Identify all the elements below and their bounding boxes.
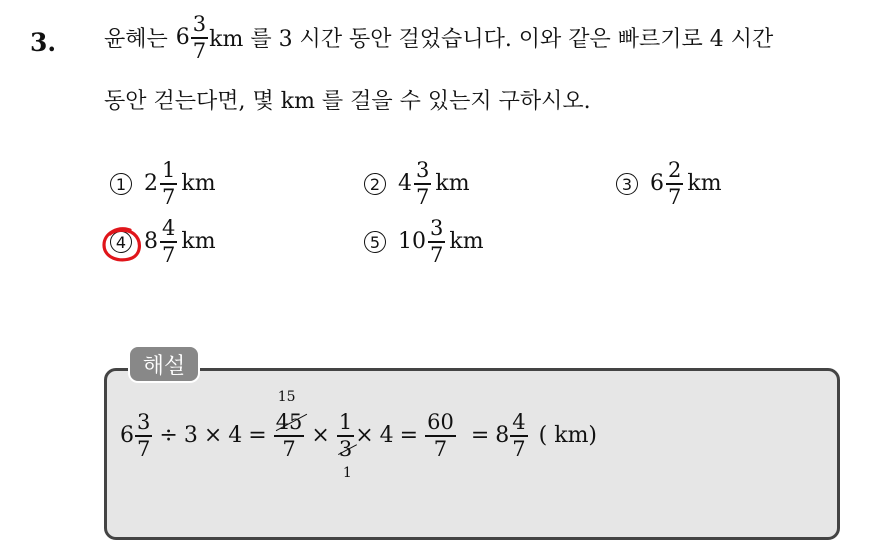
eq-answer-whole: 8 — [495, 423, 510, 449]
choice-fraction — [666, 160, 683, 208]
choice-whole: 4 — [398, 171, 412, 197]
choice-unit: km — [181, 229, 216, 255]
fraction-denominator: 7 — [416, 184, 430, 209]
question-text-b: km 를 3 시간 동안 걸었습니다. 이와 같은 빠르기로 4 시간 — [209, 27, 774, 53]
choice-fraction — [160, 218, 177, 266]
eq-unit: ( km) — [538, 423, 598, 449]
question-line-2: 동안 걷는다면, 몇 km 를 걸을 수 있는지 구하시오. — [104, 89, 591, 114]
eq-times: × — [355, 423, 374, 449]
choice-number-2: 2 — [364, 173, 386, 195]
fraction-denominator: 7 — [512, 436, 526, 461]
eq-fraction-3 — [337, 410, 354, 481]
eq-fraction-2 — [274, 389, 305, 461]
fraction-denominator: 7 — [137, 436, 151, 461]
choice-whole: 2 — [144, 171, 158, 197]
fraction-numerator: 3 — [137, 410, 151, 434]
choice-number-4: 4 — [110, 231, 132, 253]
eq-whole: 6 — [120, 423, 134, 449]
eq-times: × — [203, 423, 223, 449]
eq-times: × — [311, 423, 330, 449]
question-text-a: 윤혜는 — [104, 27, 168, 53]
fraction-numerator: 2 — [668, 158, 682, 182]
choice-5[interactable] — [364, 218, 484, 266]
eq-equals: = — [248, 423, 267, 449]
solution-label: 해설 — [128, 345, 200, 383]
fraction-numerator: 1 — [338, 410, 353, 434]
choice-unit: km — [181, 171, 216, 197]
fraction-denominator: 7 — [433, 436, 448, 461]
solution-equation — [120, 389, 598, 481]
fraction-denominator: 7 — [162, 242, 176, 267]
choice-unit: km — [449, 229, 484, 255]
choice-number-1: 1 — [110, 173, 132, 195]
fraction-numerator: 4 — [512, 410, 526, 434]
choice-fraction — [160, 160, 177, 208]
choice-unit: km — [435, 171, 470, 197]
choice-3[interactable] — [616, 160, 722, 208]
choice-whole: 8 — [144, 229, 158, 255]
fraction-numerator: 1 — [162, 158, 176, 182]
eq-equals: = — [470, 423, 490, 449]
eq-number: 3 — [183, 423, 198, 449]
cancel-bottom-number: 1 — [342, 464, 352, 481]
fraction-denominator: 7 — [162, 184, 176, 209]
question-line-1 — [104, 14, 773, 62]
fraction-denominator: 7 — [430, 242, 444, 267]
fraction-denominator: 3 — [338, 436, 353, 461]
fraction-denominator: 7 — [282, 436, 296, 461]
eq-divide: ÷ — [159, 423, 178, 449]
fraction-denominator: 7 — [668, 184, 682, 209]
fraction-denominator: 7 — [192, 38, 207, 63]
choice-2[interactable] — [364, 160, 470, 208]
mixed-number-whole: 6 — [175, 25, 190, 51]
choice-unit: km — [687, 171, 722, 197]
eq-answer-fraction — [510, 412, 527, 460]
question-number: 3. — [30, 28, 57, 57]
fraction-numerator: 3 — [430, 216, 444, 240]
choice-1[interactable] — [110, 160, 216, 208]
eq-equals: = — [399, 423, 419, 449]
choice-number-5: 5 — [364, 231, 386, 253]
answer-mark-circle-icon — [100, 225, 144, 265]
fraction-numerator: 3 — [416, 158, 430, 182]
choice-fraction — [414, 160, 431, 208]
fraction-numerator: 4 — [162, 216, 176, 240]
fraction-numerator: 3 — [192, 12, 207, 36]
cancel-top-number: 15 — [277, 389, 296, 405]
fraction-numerator: 60 — [427, 410, 454, 434]
choice-fraction — [428, 218, 445, 266]
eq-fraction-1 — [135, 412, 152, 460]
eq-number: 4 — [228, 423, 243, 449]
choice-whole: 6 — [650, 171, 664, 197]
eq-fraction-4 — [425, 412, 456, 460]
fraction-numerator: 45 — [275, 410, 303, 434]
question-fraction — [191, 14, 208, 62]
choice-whole: 10 — [398, 229, 426, 255]
choice-number-3: 3 — [616, 173, 638, 195]
eq-number: 4 — [379, 423, 394, 449]
